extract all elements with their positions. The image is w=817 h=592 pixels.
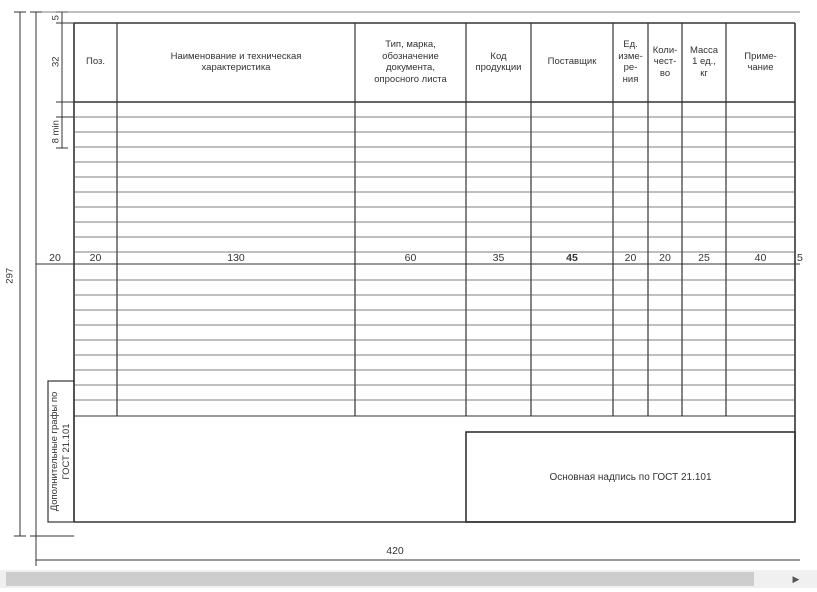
dim-right-margin: 5 — [797, 252, 803, 264]
header-qty: Коли- чест- во — [652, 44, 678, 79]
dim-qty-width: 20 — [659, 252, 671, 264]
scroll-right-arrow-icon[interactable]: ▶ — [792, 574, 800, 584]
scrollbar-thumb[interactable] — [6, 572, 754, 586]
dim-row-height: 8 min — [50, 120, 62, 144]
title-block-label: Основная надпись по ГОСТ 21.101 — [549, 471, 712, 483]
dim-code-width: 35 — [492, 252, 505, 264]
horizontal-scrollbar[interactable] — [0, 570, 817, 588]
dim-type-width: 60 — [404, 252, 417, 264]
header-supplier: Поставщик — [547, 56, 597, 68]
dim-name-width: 130 — [227, 252, 245, 264]
dim-unit-width: 20 — [624, 252, 637, 264]
dim-sheet-width: 420 — [386, 545, 404, 557]
dim-left-margin: 20 — [49, 252, 61, 264]
header-unit: Ед. изме- ре- ния — [618, 39, 643, 85]
dim-header-height: 32 — [50, 56, 62, 68]
header-name: Наименование и техническая характеристика — [170, 50, 302, 73]
dim-top-margin: 5 — [50, 15, 62, 21]
dim-note-width: 40 — [754, 252, 767, 264]
header-type: Тип, марка, обозначение документа, опросного листа — [374, 39, 447, 85]
table-rows — [74, 117, 795, 416]
header-code: Код продукции — [475, 50, 522, 73]
dim-supplier-width: 45 — [566, 252, 578, 264]
dim-sheet-height: 297 — [4, 267, 16, 284]
extra-columns-label: Дополнительные графы по ГОСТ 21.101 — [49, 391, 72, 512]
dim-mass-width: 25 — [698, 252, 710, 264]
header-mass: Масса 1 ед., кг — [689, 44, 719, 79]
header-note: Приме- чание — [744, 50, 777, 73]
header-pos: Поз. — [86, 56, 105, 68]
dim-pos-width: 20 — [89, 252, 102, 264]
